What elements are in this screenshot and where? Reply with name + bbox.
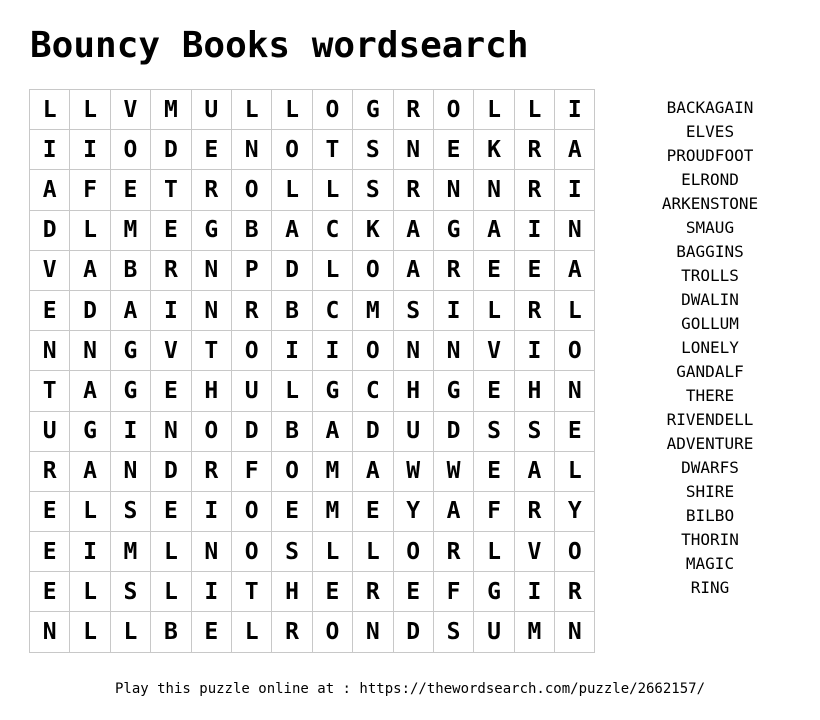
grid-cell[interactable]: T [30, 371, 70, 411]
grid-cell[interactable]: L [312, 170, 352, 210]
word-list-item: ELVES [685, 122, 735, 141]
word-list-item: DWARFS [681, 458, 739, 477]
grid-cell[interactable]: R [514, 130, 554, 170]
grid-cell[interactable]: V [474, 331, 514, 371]
word-list-item: THERE [685, 386, 735, 405]
grid-cell[interactable]: T [231, 572, 271, 612]
word-list-item: THORIN [681, 530, 739, 549]
grid-cell[interactable]: O [110, 130, 150, 170]
grid-cell[interactable]: N [393, 331, 433, 371]
grid-cell[interactable]: V [514, 532, 554, 572]
grid-cell[interactable]: V [110, 90, 150, 130]
grid-cell[interactable]: O [191, 411, 231, 451]
grid-cell[interactable]: L [272, 90, 312, 130]
grid-cell[interactable]: W [433, 451, 473, 491]
grid-cell[interactable]: A [555, 130, 595, 170]
grid-cell[interactable]: B [231, 210, 271, 250]
grid-cell[interactable]: L [70, 572, 110, 612]
grid-cell[interactable]: E [312, 572, 352, 612]
grid-cell[interactable]: I [514, 210, 554, 250]
grid-cell[interactable]: A [312, 411, 352, 451]
grid-cell[interactable]: E [30, 532, 70, 572]
grid-cell[interactable]: C [312, 210, 352, 250]
grid-cell[interactable]: L [474, 90, 514, 130]
grid-cell[interactable]: W [393, 451, 433, 491]
grid-cell[interactable]: G [191, 210, 231, 250]
grid-row [30, 290, 595, 330]
grid-cell[interactable]: A [433, 491, 473, 531]
grid-cell[interactable]: C [353, 371, 393, 411]
grid-cell[interactable]: A [555, 250, 595, 290]
grid-cell[interactable]: L [110, 612, 150, 652]
grid-cell[interactable]: T [191, 331, 231, 371]
grid-cell[interactable]: L [151, 572, 191, 612]
grid-cell[interactable]: N [110, 451, 150, 491]
grid-cell[interactable]: A [70, 371, 110, 411]
grid-cell[interactable]: Y [393, 491, 433, 531]
grid-cell[interactable]: N [30, 612, 70, 652]
grid-cell[interactable]: N [555, 612, 595, 652]
grid-cell[interactable]: E [191, 130, 231, 170]
grid-cell[interactable]: I [555, 90, 595, 130]
grid-cell[interactable]: E [514, 250, 554, 290]
grid-cell[interactable]: E [474, 250, 514, 290]
grid-cell[interactable]: A [110, 290, 150, 330]
grid-cell[interactable]: S [272, 532, 312, 572]
grid-row [30, 250, 595, 290]
word-list-item: GOLLUM [681, 314, 739, 333]
grid-cell[interactable]: E [272, 491, 312, 531]
grid-cell[interactable]: R [272, 612, 312, 652]
grid-cell[interactable]: N [555, 210, 595, 250]
grid-cell[interactable]: G [110, 331, 150, 371]
grid-cell[interactable]: I [514, 572, 554, 612]
grid-cell[interactable]: M [151, 90, 191, 130]
grid-cell[interactable]: L [272, 170, 312, 210]
word-list-item: BAGGINS [676, 242, 744, 261]
footer [0, 679, 820, 699]
word-list-item: BILBO [685, 506, 735, 525]
grid-cell[interactable]: N [474, 170, 514, 210]
grid-cell[interactable]: B [272, 290, 312, 330]
grid-row [30, 411, 595, 451]
grid-row [30, 130, 595, 170]
grid-cell[interactable]: R [231, 290, 271, 330]
grid-cell[interactable]: G [70, 411, 110, 451]
word-list-item: MAGIC [685, 554, 735, 573]
grid-cell[interactable]: R [393, 90, 433, 130]
grid-cell[interactable]: B [272, 411, 312, 451]
grid-cell[interactable]: E [433, 130, 473, 170]
grid-cell[interactable]: A [393, 250, 433, 290]
grid-cell[interactable]: A [30, 170, 70, 210]
grid-cell[interactable]: V [30, 250, 70, 290]
grid-cell[interactable]: L [353, 532, 393, 572]
grid-cell[interactable]: K [353, 210, 393, 250]
grid-cell[interactable]: R [151, 250, 191, 290]
grid-cell[interactable]: D [70, 290, 110, 330]
grid-cell[interactable]: Y [555, 491, 595, 531]
grid-cell[interactable]: N [555, 371, 595, 411]
grid-cell[interactable]: H [393, 371, 433, 411]
grid-cell[interactable]: O [555, 532, 595, 572]
grid-cell[interactable]: R [514, 290, 554, 330]
grid-cell[interactable]: G [312, 371, 352, 411]
grid-cell[interactable]: E [555, 411, 595, 451]
word-list-item: GANDALF [676, 362, 744, 381]
word-list-item: DWALIN [681, 290, 739, 309]
grid-cell[interactable]: I [110, 411, 150, 451]
grid-cell[interactable]: G [353, 90, 393, 130]
grid-cell[interactable]: S [353, 130, 393, 170]
grid-cell[interactable]: A [393, 210, 433, 250]
page-title: Bouncy Books wordsearch [30, 25, 529, 66]
grid-cell[interactable]: D [151, 451, 191, 491]
grid-cell[interactable]: I [70, 532, 110, 572]
grid-cell[interactable]: N [191, 250, 231, 290]
grid-cell[interactable]: S [393, 290, 433, 330]
grid-cell[interactable]: N [151, 411, 191, 451]
grid-row [30, 170, 595, 210]
grid-cell[interactable]: G [474, 572, 514, 612]
grid-cell[interactable]: O [312, 90, 352, 130]
grid-cell[interactable]: R [353, 572, 393, 612]
grid-cell[interactable]: D [272, 250, 312, 290]
footer-prefix: Play this puzzle online at : [114, 681, 360, 697]
grid-cell[interactable]: I [312, 331, 352, 371]
grid-cell[interactable]: O [353, 250, 393, 290]
grid-cell[interactable]: I [433, 290, 473, 330]
grid-cell[interactable]: N [231, 130, 271, 170]
grid-cell[interactable]: S [433, 612, 473, 652]
grid-cell[interactable]: L [70, 210, 110, 250]
grid-cell[interactable]: I [191, 491, 231, 531]
word-list-item: RING [690, 578, 730, 597]
grid-cell[interactable]: O [353, 331, 393, 371]
grid-row [30, 572, 595, 612]
grid-cell[interactable]: E [151, 371, 191, 411]
grid-cell[interactable]: R [433, 250, 473, 290]
grid-cell[interactable]: O [231, 532, 271, 572]
grid-cell[interactable]: H [514, 371, 554, 411]
grid-cell[interactable]: E [191, 612, 231, 652]
grid-cell[interactable]: A [474, 210, 514, 250]
grid-cell[interactable]: R [393, 170, 433, 210]
grid-cell[interactable]: H [191, 371, 231, 411]
grid-cell[interactable]: H [272, 572, 312, 612]
grid-cell[interactable]: K [474, 130, 514, 170]
grid-cell[interactable]: F [231, 451, 271, 491]
grid-cell[interactable]: E [474, 451, 514, 491]
grid-cell[interactable]: O [272, 130, 312, 170]
word-list-item: SMAUG [685, 218, 735, 237]
grid-cell[interactable]: N [433, 331, 473, 371]
letter-grid[interactable] [29, 89, 595, 653]
grid-cell[interactable]: D [393, 612, 433, 652]
grid-cell[interactable]: L [30, 90, 70, 130]
grid-cell[interactable]: E [393, 572, 433, 612]
puzzle-link[interactable]: https://thewordsearch.com/puzzle/2662157/ [359, 681, 705, 697]
grid-cell[interactable]: V [151, 331, 191, 371]
grid-cell[interactable]: L [70, 90, 110, 130]
grid-row [30, 532, 595, 572]
grid-row [30, 612, 595, 652]
grid-cell[interactable]: R [514, 491, 554, 531]
grid-cell[interactable]: L [231, 612, 271, 652]
grid-cell[interactable]: O [393, 532, 433, 572]
grid-cell[interactable]: L [555, 290, 595, 330]
grid-cell[interactable]: T [151, 170, 191, 210]
grid-cell[interactable]: L [272, 371, 312, 411]
grid-row [30, 371, 595, 411]
grid-cell[interactable]: O [231, 491, 271, 531]
grid-cell[interactable]: O [272, 451, 312, 491]
grid-cell[interactable]: N [30, 331, 70, 371]
grid-cell[interactable]: M [312, 451, 352, 491]
word-list-item: SHIRE [685, 482, 735, 501]
grid-row [30, 210, 595, 250]
grid-cell[interactable]: M [110, 210, 150, 250]
word-list [640, 96, 780, 600]
grid-cell[interactable]: U [191, 90, 231, 130]
grid-cell[interactable]: I [30, 130, 70, 170]
grid-row [30, 331, 595, 371]
grid-cell[interactable]: U [393, 411, 433, 451]
grid-cell[interactable]: M [353, 290, 393, 330]
grid-cell[interactable]: F [474, 491, 514, 531]
grid-cell[interactable]: D [151, 130, 191, 170]
grid-cell[interactable]: C [312, 290, 352, 330]
grid-cell[interactable]: M [110, 532, 150, 572]
grid-cell[interactable]: S [514, 411, 554, 451]
grid-cell[interactable]: R [433, 532, 473, 572]
grid-cell[interactable]: I [555, 170, 595, 210]
grid-cell[interactable]: I [514, 331, 554, 371]
grid-cell[interactable]: A [70, 250, 110, 290]
grid-cell[interactable]: N [433, 170, 473, 210]
grid-cell[interactable]: E [30, 572, 70, 612]
grid-cell[interactable]: A [272, 210, 312, 250]
grid-cell[interactable]: N [191, 290, 231, 330]
grid-cell[interactable]: F [70, 170, 110, 210]
grid-cell[interactable]: R [30, 451, 70, 491]
grid-cell[interactable]: U [231, 371, 271, 411]
grid-cell[interactable]: O [312, 612, 352, 652]
grid-cell[interactable]: M [514, 612, 554, 652]
grid-cell[interactable]: G [433, 371, 473, 411]
grid-cell[interactable]: N [353, 612, 393, 652]
grid-cell[interactable]: L [312, 250, 352, 290]
word-list-item: LONELY [681, 338, 739, 357]
grid-cell[interactable]: E [30, 290, 70, 330]
grid-cell[interactable]: D [353, 411, 393, 451]
grid-cell[interactable]: T [312, 130, 352, 170]
grid-cell[interactable]: O [555, 331, 595, 371]
grid-cell[interactable]: A [70, 451, 110, 491]
grid-cell[interactable]: G [110, 371, 150, 411]
grid-cell[interactable]: L [151, 532, 191, 572]
grid-cell[interactable]: E [474, 371, 514, 411]
grid-row [30, 90, 595, 130]
grid-cell[interactable]: S [110, 491, 150, 531]
grid-cell[interactable]: R [514, 170, 554, 210]
grid-cell[interactable]: E [30, 491, 70, 531]
grid-cell[interactable]: E [151, 491, 191, 531]
word-list-item: PROUDFOOT [666, 146, 754, 165]
grid-row [30, 451, 595, 491]
grid-cell[interactable]: R [555, 572, 595, 612]
grid-cell[interactable]: O [433, 90, 473, 130]
grid-cell[interactable]: O [231, 170, 271, 210]
word-list-item: ADVENTURE [666, 434, 754, 453]
grid-cell[interactable]: G [433, 210, 473, 250]
word-list-item: ELROND [681, 170, 739, 189]
grid-cell[interactable]: F [433, 572, 473, 612]
grid-cell[interactable]: L [70, 491, 110, 531]
grid-cell[interactable]: L [312, 532, 352, 572]
grid-cell[interactable]: E [353, 491, 393, 531]
grid-cell[interactable]: L [555, 451, 595, 491]
grid-cell[interactable]: E [151, 210, 191, 250]
grid-cell[interactable]: L [231, 90, 271, 130]
grid-cell[interactable]: D [30, 210, 70, 250]
grid-cell[interactable]: D [433, 411, 473, 451]
grid-cell[interactable]: R [191, 170, 231, 210]
grid-cell[interactable]: S [110, 572, 150, 612]
word-list-item: BACKAGAIN [666, 98, 754, 117]
grid-cell[interactable]: M [312, 491, 352, 531]
grid-cell[interactable]: P [231, 250, 271, 290]
grid-cell[interactable]: N [70, 331, 110, 371]
grid-cell[interactable]: L [514, 90, 554, 130]
grid-cell[interactable]: L [474, 532, 514, 572]
grid-cell[interactable]: S [474, 411, 514, 451]
grid-cell[interactable]: S [353, 170, 393, 210]
word-list-item: TROLLS [681, 266, 739, 285]
grid-cell[interactable]: A [514, 451, 554, 491]
grid-cell[interactable]: U [474, 612, 514, 652]
grid-cell[interactable]: U [30, 411, 70, 451]
grid-cell[interactable]: A [353, 451, 393, 491]
grid-cell[interactable]: N [191, 532, 231, 572]
grid-cell[interactable]: O [231, 331, 271, 371]
grid-cell[interactable]: I [151, 290, 191, 330]
grid-row [30, 491, 595, 531]
word-list-item: ARKENSTONE [661, 194, 759, 213]
grid-cell[interactable]: N [393, 130, 433, 170]
grid-cell[interactable]: D [231, 411, 271, 451]
grid-cell[interactable]: L [70, 612, 110, 652]
grid-cell[interactable]: I [70, 130, 110, 170]
grid-cell[interactable]: I [272, 331, 312, 371]
grid-cell[interactable]: B [151, 612, 191, 652]
grid-cell[interactable]: E [110, 170, 150, 210]
grid-cell[interactable]: B [110, 250, 150, 290]
word-list-item: RIVENDELL [666, 410, 754, 429]
grid-cell[interactable]: I [191, 572, 231, 612]
grid-cell[interactable]: L [474, 290, 514, 330]
grid-cell[interactable]: R [191, 451, 231, 491]
